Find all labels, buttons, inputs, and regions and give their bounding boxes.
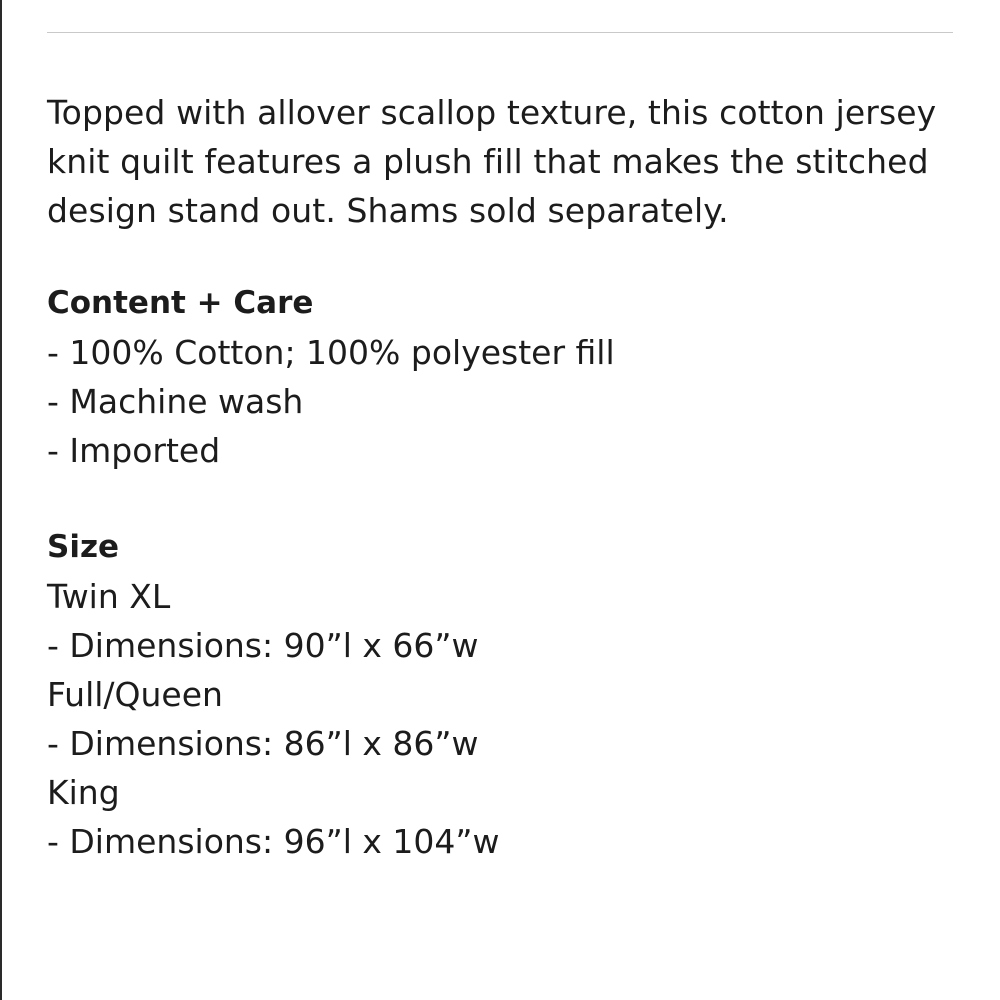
care-item: - Machine wash [47, 382, 304, 421]
product-description: Topped with allover scallop texture, this cotton jersey knit quilt features a plush fill that makes the stitched design stand out. Shams sold separately. [47, 93, 937, 230]
product-details [47, 88, 967, 866]
size-name-twin-xl: Twin XL [47, 577, 171, 616]
size-dimensions-full-queen: - Dimensions: 86”l x 86”w [47, 724, 479, 763]
size-section [47, 523, 967, 866]
size-heading: Size [47, 529, 120, 565]
care-item: - 100% Cotton; 100% polyester fill [47, 333, 615, 372]
size-dimensions-king: - Dimensions: 96”l x 104”w [47, 822, 500, 861]
left-edge-border [0, 0, 2, 1000]
size-dimensions-twin-xl: - Dimensions: 90”l x 66”w [47, 626, 479, 665]
top-divider [47, 32, 953, 33]
care-item: - Imported [47, 431, 221, 470]
content-care-heading: Content + Care [47, 285, 314, 321]
content-care-section [47, 279, 967, 475]
size-name-king: King [47, 773, 120, 812]
size-name-full-queen: Full/Queen [47, 675, 223, 714]
